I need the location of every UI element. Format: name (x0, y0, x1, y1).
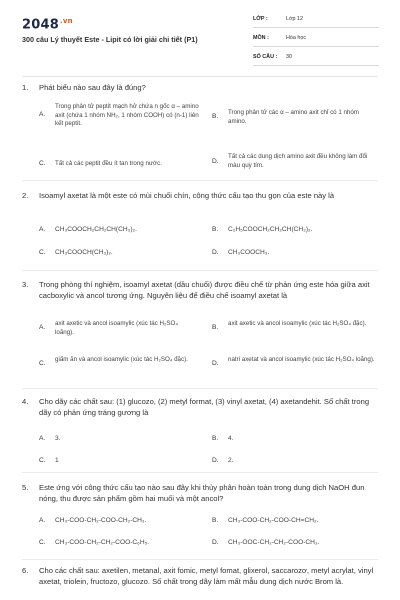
option-text: CH₃-COO-CH₂-CH₂-COO-C₆H₅. (55, 539, 150, 546)
question-number: 1. (22, 83, 29, 92)
brand-suffix: .vn (59, 17, 73, 25)
meta-key: SỐ CÂU : (253, 54, 278, 60)
option-letter: B. (212, 324, 219, 331)
option-text: 4. (228, 435, 234, 442)
option-text: 2. (228, 457, 234, 464)
brand-name: 2048 (22, 17, 59, 33)
option-letter: C. (39, 360, 46, 367)
meta-value: Hóa học (286, 35, 307, 41)
question-2 (22, 191, 382, 267)
question-divider (22, 270, 378, 271)
meta-info (253, 14, 379, 71)
option-letter: A. (39, 324, 46, 331)
option-text: Tất cả các peptit đều ít tan trong nước. (55, 160, 162, 167)
question-divider (22, 180, 378, 181)
option-text: CH₃COOCH₂CH₂CH(CH₃)₂. (55, 226, 137, 233)
option-text: CH₃-COO-CH₂-COO-CH₂-CH₃. (55, 517, 147, 524)
option-text: axit axetic và ancol isoamylic (xúc tác H₂SO₄ loãng). (55, 320, 178, 336)
question-number: 5. (22, 483, 29, 492)
option-text: 1 (55, 457, 59, 464)
option-text: CH₃COOCH₃. (228, 249, 270, 256)
question-text: Trong phòng thí nghiệm, isoamyl axetat (dầu chuối) được điều chế từ phản ứng este hóa giữa axit cacboxylic và ancol tương ứng. Nguyên liệu để điều chế isoamyl axetat là (39, 280, 370, 300)
document-header (0, 0, 400, 78)
option-text: giấm ăn và ancol isoamylic (xúc tác H₂SO₄ đặc). (55, 356, 188, 363)
meta-row-count (253, 52, 379, 66)
option-text: Trong phân tử peptit mạch hở chứa n gốc α – amino axit (chứa 1 nhóm NH₂, 1 nhóm COOH) có (n-1) liên kết peptit. (55, 103, 199, 128)
question-number: 6. (22, 566, 29, 575)
meta-key: LỚP : (253, 16, 268, 22)
option-letter: B. (212, 517, 219, 524)
question-divider (22, 559, 378, 560)
question-text: Isoamyl axetat là một este có mùi chuối chín, công thức cấu tạo thu gọn của este này là (39, 191, 335, 200)
meta-row-class (253, 14, 379, 28)
meta-value: 30 (286, 54, 292, 60)
option-letter: C. (39, 249, 46, 256)
question-number: 2. (22, 191, 29, 200)
option-letter: A. (39, 226, 46, 233)
brand-logo[interactable] (22, 17, 73, 32)
option-letter: B. (212, 226, 219, 233)
option-letter: D. (212, 249, 219, 256)
question-number: 4. (22, 397, 29, 406)
option-letter: D. (212, 360, 219, 367)
question-divider (22, 388, 378, 389)
question-text: Cho các chất sau: axetilen, metanal, axit fomic, metyl fomat, glixerol, saccarozơ, metyl acrylat, vinyl axetat, triolein, fructozo, glucozo. Số chất trong dãy làm mất mẫu dung dịch nước Brom là. (39, 566, 374, 586)
question-divider (22, 472, 378, 473)
question-3 (22, 280, 382, 384)
option-letter: B. (212, 113, 219, 120)
option-text: Trong phân tử các α – amino axit chỉ có 1 nhóm amino. (228, 109, 359, 125)
question-1 (22, 83, 382, 173)
question-4 (22, 397, 382, 467)
question-text: Cho dãy các chất sau: (1) glucozo, (2) metyl format, (3) vinyl axetat, (4) axetandehit. Số chất trong dãy có phản ứng tráng gương là (39, 397, 370, 417)
option-text: CH₃-OOC-CH₂-CH₂-COO-CH₃. (228, 539, 320, 546)
option-letter: A. (39, 517, 46, 524)
option-letter: A. (39, 111, 46, 118)
option-letter: B. (212, 435, 219, 442)
question-6 (22, 566, 382, 600)
option-text: C₂H₅COOCH₂CH₂CH(CH₃)₂. (228, 226, 313, 233)
meta-value: Lớp 12 (286, 16, 304, 22)
option-text: CH₃-COO-CH₂-COO-CH=CH₂. (228, 517, 319, 524)
option-text: axit axetic và ancol isoamylic (xúc tác H₂SO₄ đặc). (228, 320, 367, 327)
header-divider (22, 76, 378, 77)
question-text: Este ứng với công thức cấu tạo nào sau đây khi thủy phân hoàn toàn trong dung dịch NaOH đun nóng, thu được sản phẩm gồm hai muối và một ancol? (39, 483, 365, 503)
option-text: 3. (55, 435, 61, 442)
option-letter: D. (212, 457, 219, 464)
option-letter: A. (39, 435, 46, 442)
option-text: Tất cả các dung dịch amino axit đều không làm đổi màu quỳ tím. (228, 153, 368, 169)
option-letter: C. (39, 457, 46, 464)
option-text: natri axetat và ancol isoamylic (xúc tác H₂SO₄ loãng). (228, 356, 375, 363)
option-letter: D. (212, 539, 219, 546)
option-letter: C. (39, 539, 46, 546)
meta-row-subject (253, 33, 379, 47)
question-5 (22, 483, 382, 553)
option-text: CH₃COOCH(CH₃)₂. (55, 249, 113, 256)
document-title: 300 câu Lý thuyết Este - Lipit có lời giải chi tiết (P1) (22, 35, 198, 44)
question-text: Phát biểu nào sau đây là đúng? (39, 83, 146, 92)
option-letter: C. (39, 160, 46, 167)
question-number: 3. (22, 280, 29, 289)
meta-key: MÔN : (253, 35, 269, 41)
option-letter: D. (212, 158, 219, 165)
